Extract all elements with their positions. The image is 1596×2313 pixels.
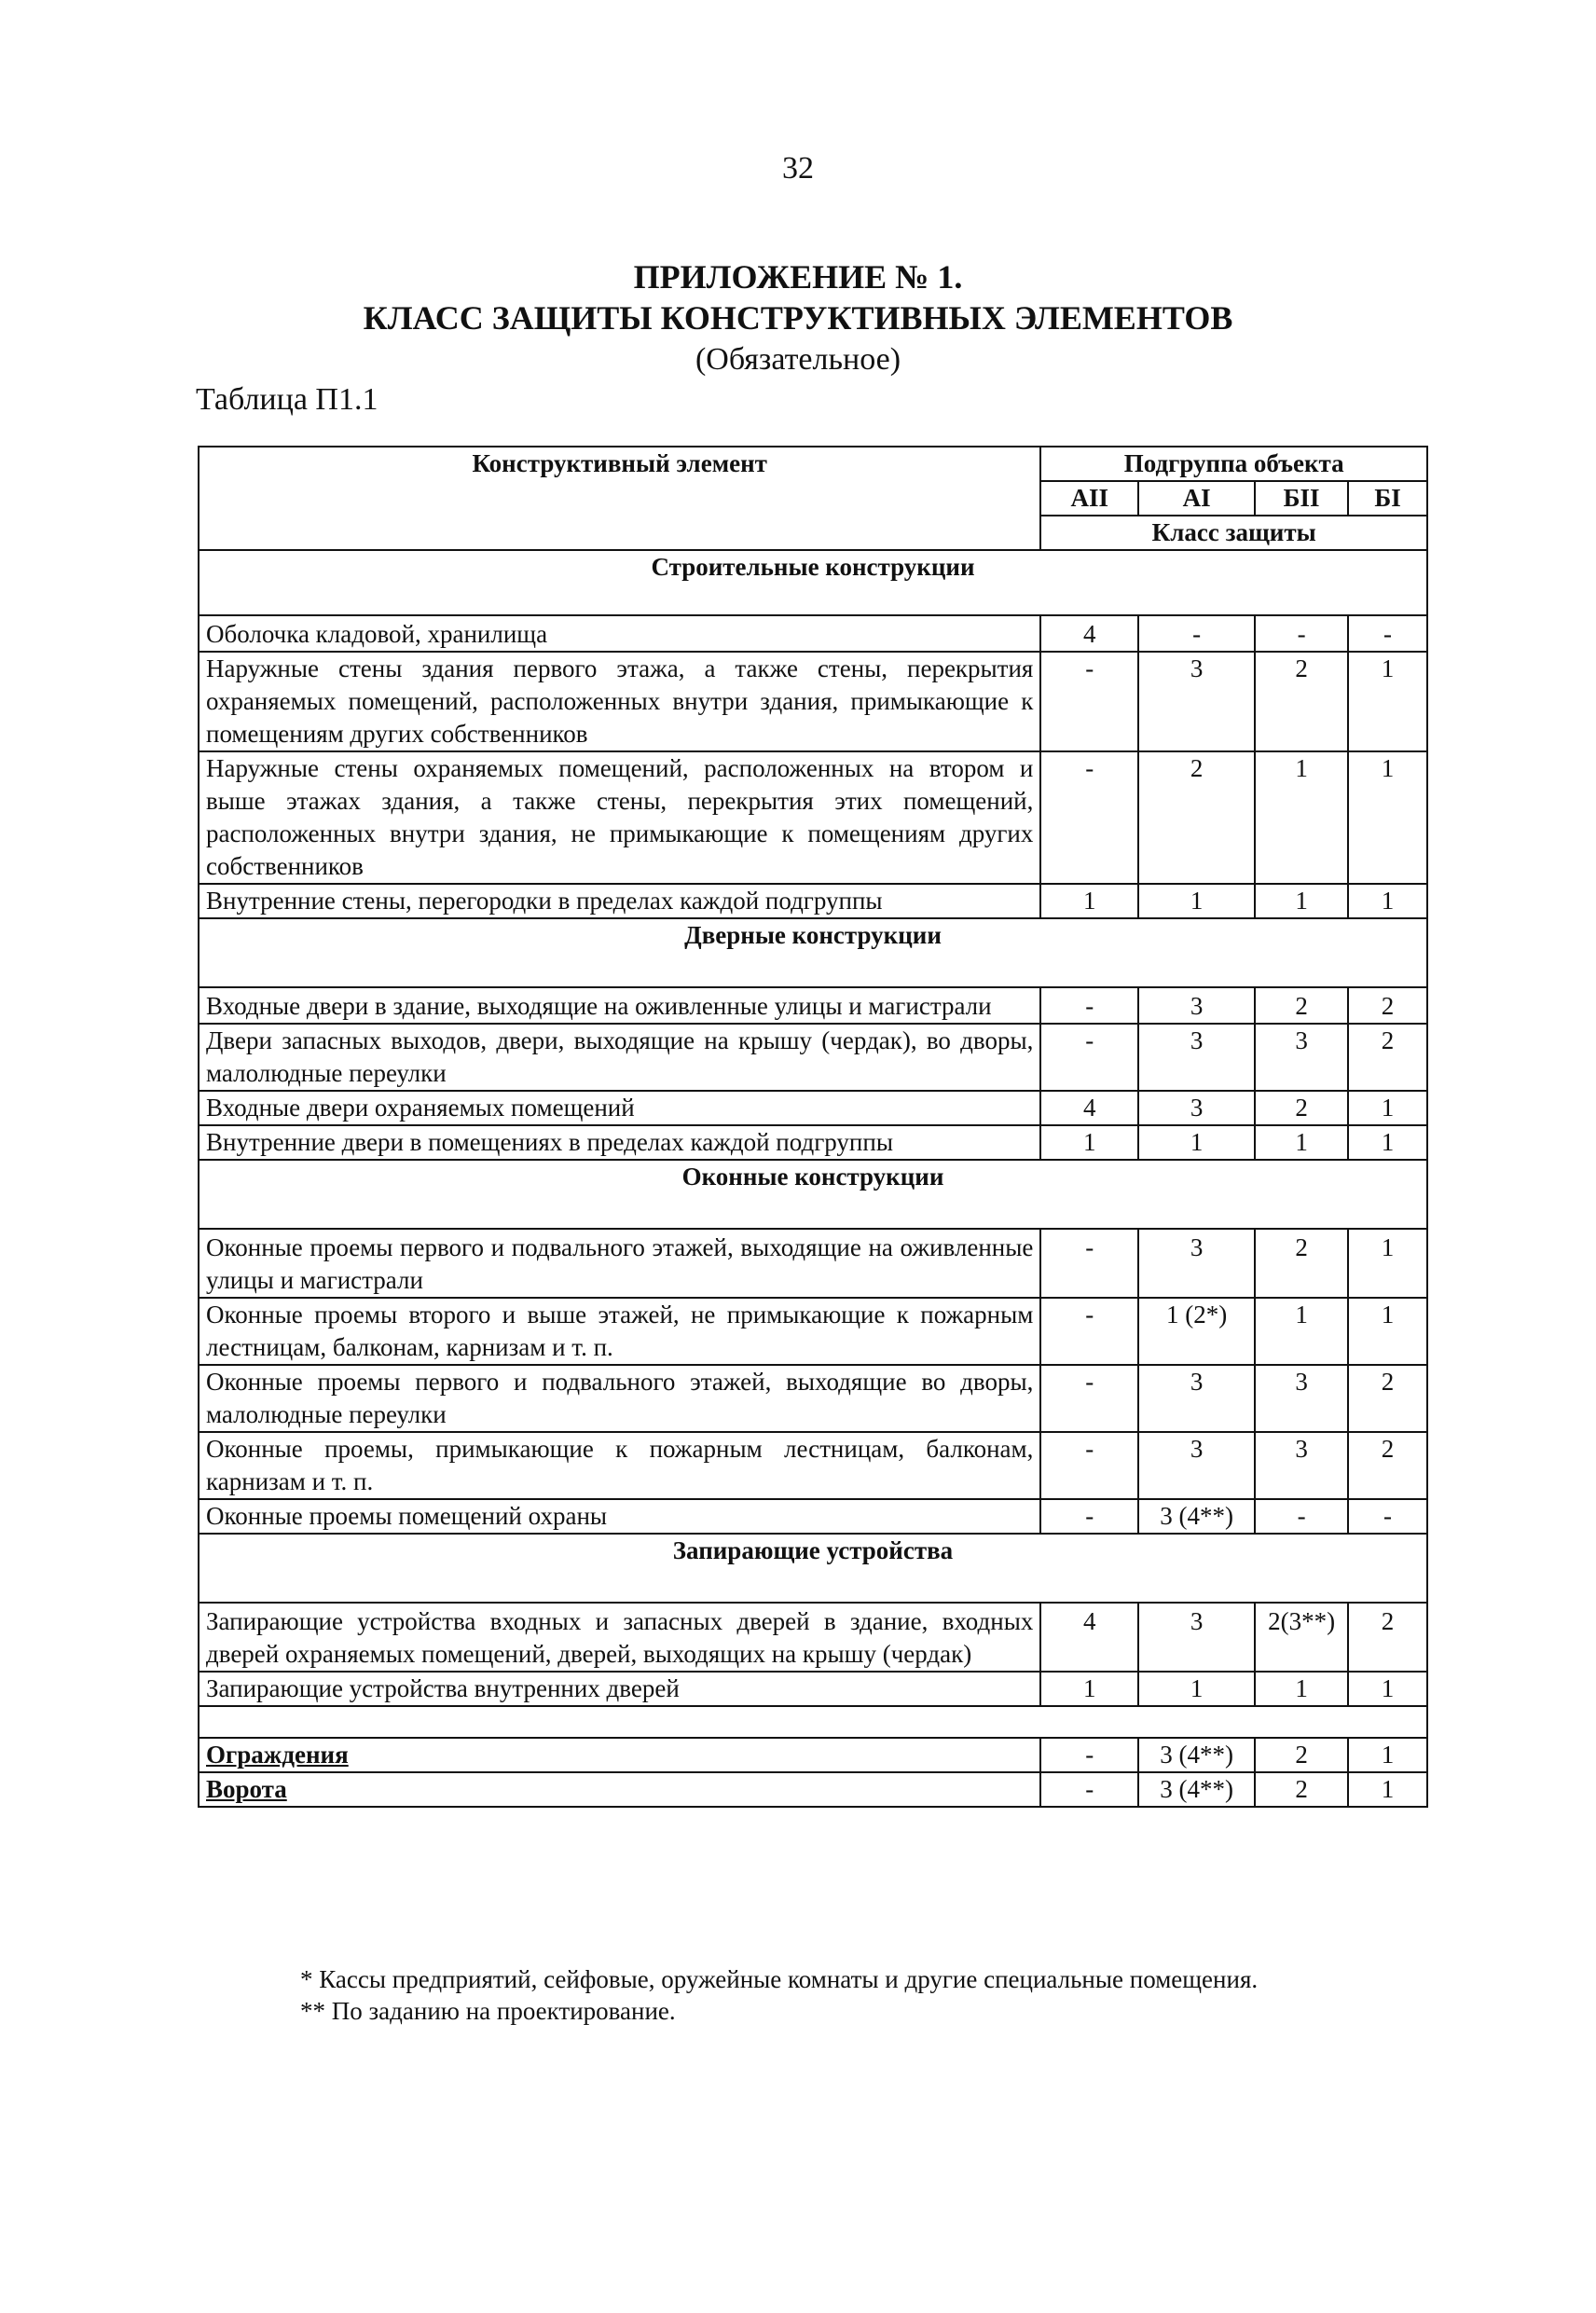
row-value: 2 <box>1255 652 1348 751</box>
section-title: Дверные конструкции <box>199 918 1427 987</box>
row-value: 1 (2*) <box>1138 1298 1255 1365</box>
row-value: 1 <box>1348 884 1427 918</box>
table-row <box>199 1229 1427 1298</box>
row-value: 3 <box>1138 1024 1255 1091</box>
row-value: 1 <box>1348 1772 1427 1807</box>
row-value: 1 <box>1348 751 1427 884</box>
row-value: - <box>1348 1499 1427 1534</box>
row-element: Оконные проемы первого и подвального этажей, выходящие на оживленные улицы и магистрали <box>199 1229 1040 1298</box>
row-element: Внутренние стены, перегородки в пределах каждой подгруппы <box>199 884 1040 918</box>
row-value: 3 <box>1138 1603 1255 1672</box>
title-block <box>0 256 1596 381</box>
table-row <box>199 1091 1427 1125</box>
header-element: Конструктивный элемент <box>199 447 1040 550</box>
table-row <box>199 987 1427 1024</box>
row-element: Наружные стены охраняемых помещений, расположенных на втором и выше этажах здания, а также стены, перекрытия этих помещений, расположенных внутри здания, не примыкающие к помещениям других собственников <box>199 751 1040 884</box>
row-value: 3 <box>1138 987 1255 1024</box>
row-value: 2 <box>1348 987 1427 1024</box>
row-element: Входные двери в здание, выходящие на оживленные улицы и магистрали <box>199 987 1040 1024</box>
row-value: 4 <box>1040 615 1138 652</box>
table-row <box>199 1024 1427 1091</box>
row-value: 3 <box>1138 1365 1255 1432</box>
footnotes <box>300 1963 1258 2027</box>
row-value: - <box>1040 987 1138 1024</box>
table-row <box>199 1672 1427 1706</box>
row-value: - <box>1255 615 1348 652</box>
row-value: 1 <box>1138 1672 1255 1706</box>
row-value: 2 <box>1138 751 1255 884</box>
row-value: 1 <box>1255 1125 1348 1160</box>
row-value: 3 <box>1255 1024 1348 1091</box>
header-protection-class: Класс защиты <box>1040 516 1427 550</box>
row-value: - <box>1040 652 1138 751</box>
row-value: 2 <box>1348 1024 1427 1091</box>
document-title: КЛАСС ЗАЩИТЫ КОНСТРУКТИВНЫХ ЭЛЕМЕНТОВ <box>363 299 1233 337</box>
row-value: - <box>1138 615 1255 652</box>
row-value: 1 <box>1138 884 1255 918</box>
row-value: 3 <box>1138 1229 1255 1298</box>
row-value: 2 <box>1255 1229 1348 1298</box>
row-value: 1 <box>1348 1125 1427 1160</box>
row-value: 1 <box>1138 1125 1255 1160</box>
row-value: 1 <box>1348 1298 1427 1365</box>
row-value: 1 <box>1040 1672 1138 1706</box>
row-element: Ограждения <box>199 1738 1040 1772</box>
row-element: Ворота <box>199 1772 1040 1807</box>
table-row <box>199 884 1427 918</box>
row-value: - <box>1040 1432 1138 1499</box>
row-value: 2 <box>1255 987 1348 1024</box>
row-value: 3 (4**) <box>1138 1499 1255 1534</box>
table-row <box>199 751 1427 884</box>
row-value: 3 <box>1138 1091 1255 1125</box>
row-element: Оконные проемы, примыкающие к пожарным лестницам, балконам, карнизам и т. п. <box>199 1432 1040 1499</box>
row-value: 3 <box>1255 1432 1348 1499</box>
row-value: 3 <box>1138 1432 1255 1499</box>
row-value: 1 <box>1348 1672 1427 1706</box>
row-value: 3 <box>1255 1365 1348 1432</box>
row-value: - <box>1040 1499 1138 1534</box>
section-row <box>199 550 1427 615</box>
row-element: Двери запасных выходов, двери, выходящие на крышу (чердак), во дворы, малолюдные переулки <box>199 1024 1040 1091</box>
row-value: 1 <box>1255 884 1348 918</box>
table-row <box>199 1603 1427 1672</box>
section-row <box>199 1534 1427 1603</box>
footnote-2: ** По заданию на проектирование. <box>300 1997 676 2025</box>
row-element: Входные двери охраняемых помещений <box>199 1091 1040 1125</box>
row-value: 2 <box>1348 1603 1427 1672</box>
row-value: 1 <box>1348 1091 1427 1125</box>
header-col-aii: АII <box>1040 481 1138 516</box>
appendix-title: ПРИЛОЖЕНИЕ № 1. <box>633 258 963 296</box>
table-row <box>199 1298 1427 1365</box>
section-title: Строительные конструкции <box>199 550 1427 615</box>
row-value: 2(3**) <box>1255 1603 1348 1672</box>
row-value: 4 <box>1040 1603 1138 1672</box>
table-row <box>199 615 1427 652</box>
table-row <box>199 1125 1427 1160</box>
row-element: Наружные стены здания первого этажа, а также стены, перекрытия охраняемых помещений, расположенных внутри здания, примыкающие к помещениям других собственников <box>199 652 1040 751</box>
row-value: - <box>1040 1229 1138 1298</box>
table-row <box>199 1365 1427 1432</box>
row-element: Оконные проемы первого и подвального этажей, выходящие во дворы, малолюдные переулки <box>199 1365 1040 1432</box>
page-number: 32 <box>782 151 814 186</box>
row-value: 1 <box>1348 1229 1427 1298</box>
blank-cell <box>199 1706 1427 1738</box>
row-value: - <box>1040 1365 1138 1432</box>
row-value: 1 <box>1348 652 1427 751</box>
header-col-bii: БII <box>1255 481 1348 516</box>
row-value: 3 <box>1138 652 1255 751</box>
row-element: Оконные проемы помещений охраны <box>199 1499 1040 1534</box>
header-row-subgroup <box>199 447 1427 481</box>
row-value: 1 <box>1255 1672 1348 1706</box>
row-value: 1 <box>1255 751 1348 884</box>
row-value: 2 <box>1348 1432 1427 1499</box>
row-value: - <box>1040 1738 1138 1772</box>
table-row <box>199 1499 1427 1534</box>
row-value: - <box>1255 1499 1348 1534</box>
section-row <box>199 1160 1427 1229</box>
table-row <box>199 1432 1427 1499</box>
header-col-ai: АI <box>1138 481 1255 516</box>
footnote-1: * Кассы предприятий, сейфовые, оружейные комнаты и другие специальные помещения. <box>300 1965 1259 1993</box>
row-value: 4 <box>1040 1091 1138 1125</box>
table-label: Таблица П1.1 <box>196 382 378 417</box>
row-value: - <box>1040 751 1138 884</box>
document-subtitle: (Обязательное) <box>695 342 901 377</box>
protection-class-table <box>198 446 1428 1808</box>
row-value: - <box>1040 1298 1138 1365</box>
section-title: Оконные конструкции <box>199 1160 1427 1229</box>
table-row <box>199 652 1427 751</box>
row-value: 1 <box>1348 1738 1427 1772</box>
header-col-bi: БI <box>1348 481 1427 516</box>
row-value: 2 <box>1348 1365 1427 1432</box>
row-element: Внутренние двери в помещениях в пределах каждой подгруппы <box>199 1125 1040 1160</box>
row-value: - <box>1348 615 1427 652</box>
row-value: 3 (4**) <box>1138 1738 1255 1772</box>
blank-row <box>199 1706 1427 1738</box>
row-value: 1 <box>1255 1298 1348 1365</box>
row-element: Запирающие устройства внутренних дверей <box>199 1672 1040 1706</box>
section-title: Запирающие устройства <box>199 1534 1427 1603</box>
row-element: Запирающие устройства входных и запасных дверей в здание, входных дверей охраняемых помещений, дверей, выходящих на крышу (чердак) <box>199 1603 1040 1672</box>
row-value: 2 <box>1255 1738 1348 1772</box>
row-value: - <box>1040 1772 1138 1807</box>
section-row <box>199 918 1427 987</box>
header-subgroup: Подгруппа объекта <box>1040 447 1427 481</box>
row-value: 1 <box>1040 1125 1138 1160</box>
row-value: 3 (4**) <box>1138 1772 1255 1807</box>
row-element: Оболочка кладовой, хранилища <box>199 615 1040 652</box>
table-row <box>199 1772 1427 1807</box>
row-value: 2 <box>1255 1091 1348 1125</box>
row-value: - <box>1040 1024 1138 1091</box>
row-element: Оконные проемы второго и выше этажей, не примыкающие к пожарным лестницам, балконам, карнизам и т. п. <box>199 1298 1040 1365</box>
table-row <box>199 1738 1427 1772</box>
row-value: 2 <box>1255 1772 1348 1807</box>
row-value: 1 <box>1040 884 1138 918</box>
